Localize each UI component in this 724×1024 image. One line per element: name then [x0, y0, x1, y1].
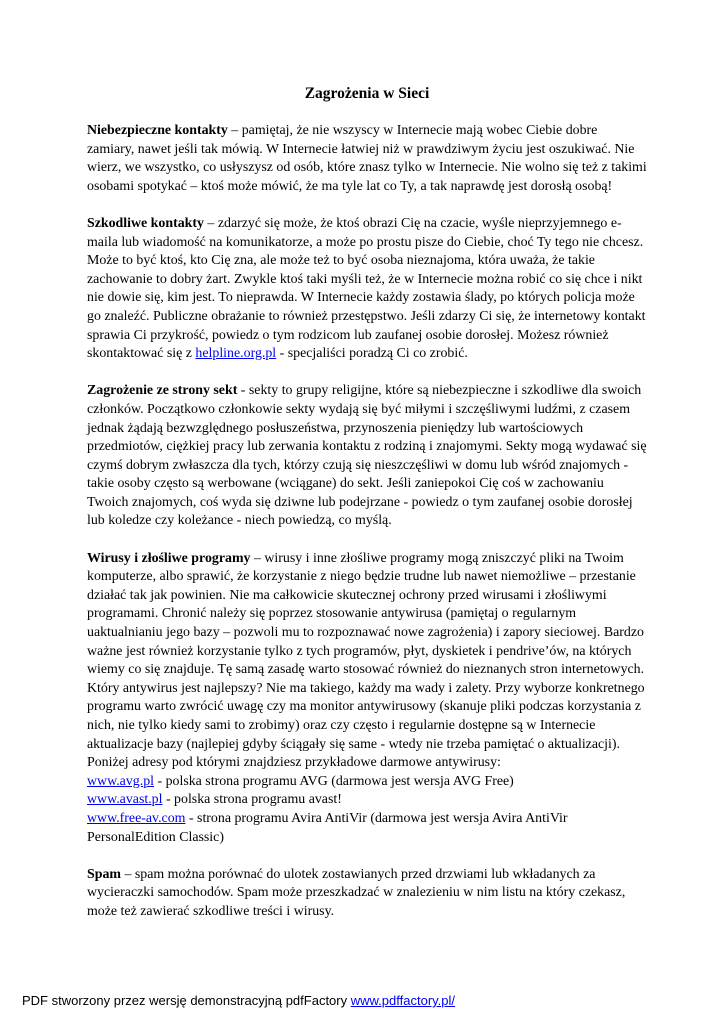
document-title: Zagrożenia w Sieci [304, 85, 430, 102]
section-spam [87, 866, 647, 922]
section-harmful-contacts [87, 215, 647, 364]
section-text: – wirusy i inne złośliwe programy mogą zniszczyć pliki na Twoim komputerze, albo sprawić, że korzystanie z niego będzie trudne lub nawet niemożliwe – przestanie działać tak jak powinien. Nie ma całkowicie skutecznej ochrony przed wirusami i złośliwymi programami. Chronić należy się poprzez stosowanie antywirusa (pamiętaj o regularnym uaktualnianiu jego bazy – pozwoli mu to rozpoznawać nowe zagrożenia) i zapory sieciowej. Bardzo ważne jest również korzystanie tylko z tych programów, płyt, dyskietek i pendrive’ów, na których wiemy co się znajduje. Tę samą zasadę warto stosować również do nieznanych stron internetowych. [87, 550, 645, 678]
avast-link[interactable]: www.avast.pl [87, 792, 163, 808]
link-description: - strona programu Avira AntiVir (darmowa jest wersja Avira AntiVir PersonalEdition Classic) [87, 810, 568, 845]
section-dangerous-contacts [87, 122, 647, 196]
avg-link[interactable]: www.avg.pl [87, 773, 154, 789]
section-heading: Szkodliwe kontakty [87, 215, 204, 231]
footer-text: PDF stworzony przez wersję demonstracyjną pdfFactory [22, 993, 351, 1008]
antivirus-link-item [87, 773, 647, 792]
antivirus-paragraph: Który antywirus jest najlepszy? Nie ma takiego, każdy ma wady i zalety. Przy wyborze konkretnego programu warto zwrócić uwagę czy ma monitor antywirusowy (skanuje pliki podczas korzystania z nich, nie tylko kiedy sami to zrobimy) oraz czy często i regularnie dostępne są w Internecie aktualizacje bazy (najlepiej gdyby ściągały się same - wtedy nie trzeba pamiętać o aktualizacji). Poniżej adresy pod którymi znajdziesz przykładowe darmowe antywirusy: [87, 680, 645, 771]
section-text: – pamiętaj, że nie wszyscy w Internecie mają wobec Ciebie dobre zamiary, nawet jeśli tak mówią. W Internecie łatwiej niż w prawdziwym życiu jest oszukiwać. Nie wierz, we wszystko, co usłyszysz od osób, które znasz tylko w Internecie. Nie wolno się też z takimi osobami spotykać – ktoś może mówić, że ma tyle lat co Ty, a tak naprawdę jest dorosłą osobą! [87, 123, 647, 194]
section-text: – zdarzyć się może, że ktoś obrazi Cię na czacie, wyśle nieprzyjemnego e-maila lub wiadomość na komunikatorze, a może po prostu pisze do Ciebie, choć Ty tego nie chcesz. Może to być ktoś, kto Cię zna, ale może też to być osoba nieznajoma, która uważa, że takie zachowanie to dobry żart. Zwykle ktoś taki myśli też, że w Internecie można robić co się chce i nikt nie dowie się, kim jest. To nieprawda. W Internecie każdy zostawia ślady, po których policja może go znaleźć. Publiczne obrażanie to również przestępstwo. Jeśli zdarzy Ci się, że internetowy kontakt sprawia Ci przykrość, powiedz o tym rodzicom lub zaufanej osobie dorosłej. Możesz również skontaktować się z [87, 215, 646, 362]
section-heading: Wirusy i złośliwe programy [87, 550, 251, 566]
helpline-link[interactable]: helpline.org.pl [195, 346, 277, 362]
section-sects [87, 382, 647, 531]
section-text: – spam można porównać do ulotek zostawianych przed drzwiami lub wkładanych za wycieraczki samochodów. Spam może przeszkadzać w znalezieniu w nim listu na który czekasz, może też zawierać szkodliwe treści i wirusy. [87, 866, 626, 919]
section-heading: Spam [87, 866, 121, 882]
section-heading: Niebezpieczne kontakty [87, 123, 228, 138]
antivirus-link-item [87, 810, 647, 847]
section-heading: Zagrożenie ze strony sekt [87, 383, 238, 399]
antivirus-link-item [87, 791, 647, 810]
pdffactory-link[interactable]: www.pdffactory.pl/ [350, 993, 456, 1008]
document-page [87, 84, 647, 940]
section-text-end: - specjaliści poradzą Ci co zrobić. [276, 346, 468, 362]
link-description: - polska strona programu AVG (darmowa jest wersja AVG Free) [154, 773, 514, 789]
section-text: - sekty to grupy religijne, które są niebezpieczne i szkodliwe dla swoich członków. Początkowo członkowie sekty wydają się być miłymi i szczęśliwymi ludźmi, z czasem jednak żądają bezwzględnego posłuszeństwa, przynoszenia pieniędzy lub wartościowych przedmiotów, ciężkiej pracy lub zerwania kontaktu z rodziną i znajomymi. Sekty mogą wydawać się czymś dobrym zwłaszcza dla tych, którzy czują się nieszczęśliwi w domu lub wśród znajomych - takie osoby często są werbowane (wciągane) do sekt. Jeśli zaniepokoi Cię coś w zachowaniu Twoich znajomych, coś wyda się dziwne lub podejrzane - powiedz o tym zaufanej osobie dorosłej lub koledze czy koleżance - niech powiedzą, co myślą. [87, 383, 647, 529]
free-av-link[interactable]: www.free-av.com [87, 810, 186, 826]
link-description: - polska strona programu avast! [162, 792, 342, 808]
section-viruses [87, 550, 647, 680]
pdf-watermark-footer [22, 993, 455, 1009]
